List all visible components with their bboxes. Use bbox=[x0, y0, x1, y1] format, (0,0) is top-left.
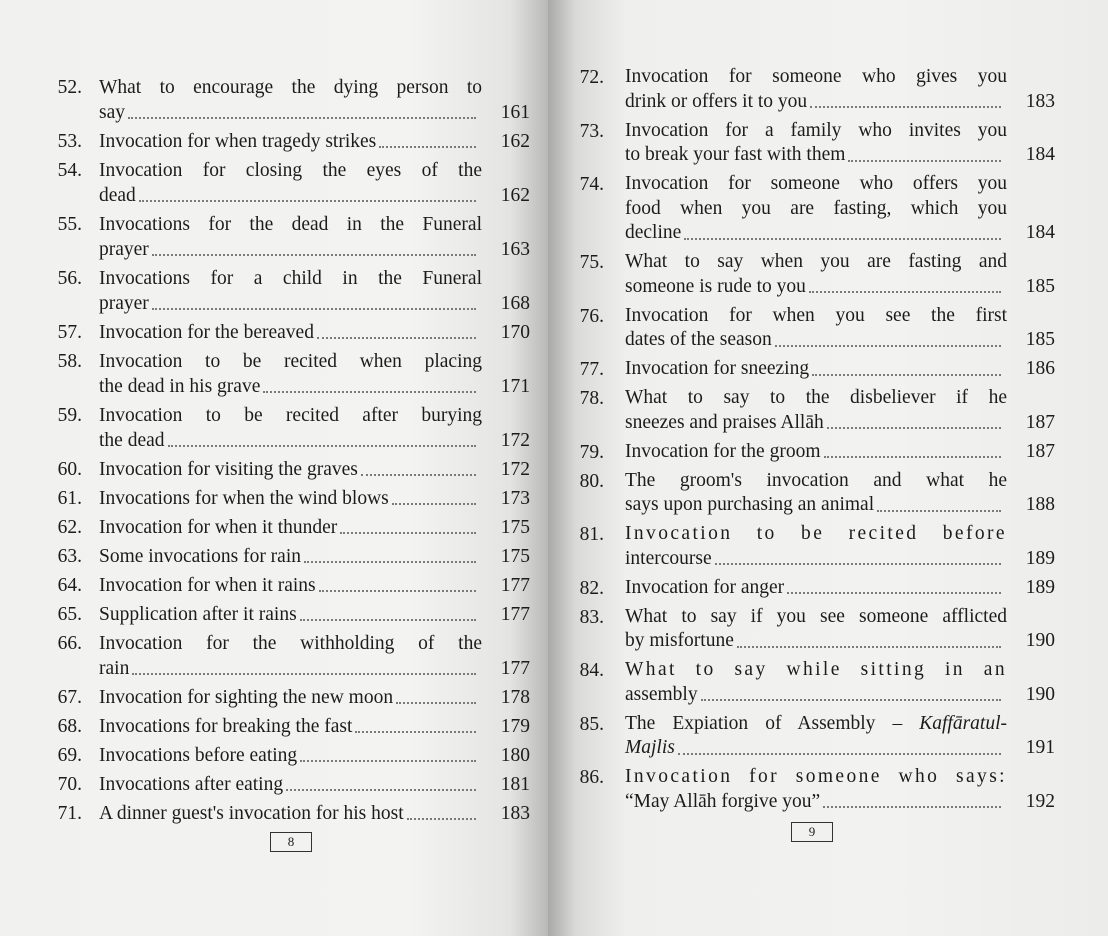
dot-leader bbox=[300, 619, 476, 621]
entry-title-line: food when you are fasting, which you bbox=[625, 197, 1007, 219]
entry-title-line: the dead bbox=[99, 430, 165, 451]
entry-title-line: What to say while sitting in an bbox=[625, 659, 1007, 680]
entry-title-line: Invocations after eating bbox=[99, 774, 284, 795]
entry-page-number: 189 bbox=[1025, 576, 1055, 598]
entry-page-number: 181 bbox=[500, 774, 530, 795]
entry-title-line: the dead in his grave bbox=[99, 376, 261, 397]
entry-title-line: Invocation for sneezing bbox=[625, 358, 810, 379]
entry-title-line: What to say when you are fasting and bbox=[625, 251, 1007, 272]
toc-entry bbox=[48, 602, 530, 627]
dot-leader bbox=[263, 391, 476, 393]
entry-page-number: 191 bbox=[1025, 737, 1055, 758]
toc-entry bbox=[570, 65, 1055, 114]
dot-leader bbox=[319, 590, 476, 592]
entry-page-number: 187 bbox=[1025, 440, 1055, 462]
dot-leader bbox=[701, 699, 1001, 701]
entry-number: 86. bbox=[579, 767, 604, 788]
dot-leader bbox=[128, 117, 476, 119]
entry-title-line: rain bbox=[99, 658, 130, 679]
dot-leader bbox=[396, 702, 476, 704]
entry-title-line: intercourse bbox=[625, 547, 712, 569]
toc-entry bbox=[570, 357, 1055, 382]
entry-title-line: Invocations for the dead in the Funeral bbox=[99, 214, 482, 235]
entry-title-line: Invocations for a child in the Funeral bbox=[99, 268, 482, 289]
entry-number: 84. bbox=[579, 660, 604, 681]
entry-page-number: 184 bbox=[1025, 144, 1055, 165]
toc-entry bbox=[570, 250, 1055, 299]
toc-entry bbox=[48, 212, 530, 262]
entry-page-number: 175 bbox=[500, 517, 530, 538]
entry-title-line: Invocations for when the wind blows bbox=[99, 488, 389, 509]
entry-page-number: 183 bbox=[1025, 90, 1055, 112]
entry-title-line: The groom's invocation and what he bbox=[625, 469, 1007, 491]
entry-number: 70. bbox=[57, 774, 82, 795]
dot-leader bbox=[152, 308, 476, 310]
entry-title-line: to break your fast with them bbox=[625, 144, 846, 165]
dot-leader bbox=[379, 146, 476, 148]
entry-number: 73. bbox=[579, 120, 604, 142]
dot-leader bbox=[775, 345, 1001, 347]
entry-number: 57. bbox=[57, 322, 82, 343]
entry-title-line: Invocation for when you see the first bbox=[625, 304, 1007, 326]
entry-number: 63. bbox=[57, 546, 82, 567]
toc-entry bbox=[48, 158, 530, 208]
entry-title-line: by misfortune bbox=[625, 630, 734, 651]
entry-number: 52. bbox=[57, 77, 82, 98]
entry-number: 85. bbox=[579, 713, 604, 735]
entry-page-number: 187 bbox=[1025, 411, 1055, 433]
entry-number: 59. bbox=[57, 405, 82, 426]
toc-entry bbox=[48, 743, 530, 768]
dot-leader bbox=[810, 106, 1001, 108]
entry-number: 55. bbox=[57, 214, 82, 235]
dot-leader bbox=[340, 532, 476, 534]
dot-leader bbox=[737, 646, 1001, 648]
toc-entry bbox=[48, 544, 530, 569]
entry-page-number: 183 bbox=[500, 803, 530, 824]
entry-number: 75. bbox=[579, 252, 604, 273]
toc-entry bbox=[48, 349, 530, 399]
entry-title-line: Some invocations for rain bbox=[99, 546, 301, 567]
page-number: 8 bbox=[270, 832, 312, 852]
entry-title-line: Supplication after it rains bbox=[99, 604, 297, 625]
entry-page-number: 179 bbox=[500, 716, 530, 737]
dot-leader bbox=[848, 160, 1001, 162]
toc-entry bbox=[48, 486, 530, 511]
entry-number: 66. bbox=[57, 633, 82, 654]
entry-number: 83. bbox=[579, 606, 604, 628]
page-number: 9 bbox=[791, 822, 833, 842]
entry-title-line: assembly bbox=[625, 683, 698, 705]
toc-entry bbox=[48, 685, 530, 710]
toc-entry bbox=[570, 522, 1055, 571]
entry-title-line: sneezes and praises Allāh bbox=[625, 411, 824, 433]
dot-leader bbox=[317, 337, 476, 339]
dot-leader bbox=[827, 427, 1001, 429]
entry-page-number: 186 bbox=[1025, 358, 1055, 379]
toc-entry bbox=[570, 172, 1055, 246]
entry-number: 53. bbox=[57, 131, 82, 152]
entry-number: 77. bbox=[579, 359, 604, 380]
entry-page-number: 189 bbox=[1025, 547, 1055, 569]
entry-page-number: 177 bbox=[500, 575, 530, 596]
entry-page-number: 162 bbox=[500, 131, 530, 152]
entry-page-number: 171 bbox=[500, 376, 530, 397]
entry-number: 61. bbox=[57, 488, 82, 509]
dot-leader bbox=[392, 503, 476, 505]
entry-page-number: 161 bbox=[500, 102, 530, 123]
entry-page-number: 177 bbox=[500, 658, 530, 679]
entry-title-line: Invocation for visiting the graves bbox=[99, 459, 358, 480]
entry-title-line: prayer bbox=[99, 293, 149, 314]
dot-leader bbox=[809, 291, 1001, 293]
dot-leader bbox=[877, 510, 1001, 512]
entry-title-line: “May Allāh forgive you” bbox=[625, 790, 821, 812]
entry-number: 80. bbox=[579, 470, 604, 492]
entry-number: 78. bbox=[579, 388, 604, 409]
entry-page-number: 184 bbox=[1025, 222, 1055, 243]
entry-title-line: The Expiation of Assembly – Kaffāratul- bbox=[625, 712, 1007, 734]
entry-number: 62. bbox=[57, 517, 82, 538]
toc-entry bbox=[48, 515, 530, 540]
entry-number: 81. bbox=[579, 524, 604, 545]
entry-title-line: Invocation to be recited before bbox=[625, 523, 1007, 544]
entry-page-number: 178 bbox=[500, 687, 530, 708]
dot-leader bbox=[812, 374, 1001, 376]
toc-entry bbox=[570, 469, 1055, 518]
toc-entry bbox=[570, 440, 1055, 465]
dot-leader bbox=[300, 760, 476, 762]
dot-leader bbox=[139, 200, 476, 202]
entry-title-line: decline bbox=[625, 222, 682, 243]
entry-number: 68. bbox=[57, 716, 82, 737]
toc-entry bbox=[48, 631, 530, 681]
entry-number: 71. bbox=[57, 803, 82, 824]
toc-entry bbox=[570, 765, 1055, 814]
entry-title-line: Invocation for anger bbox=[625, 576, 785, 598]
entry-title-line: say bbox=[99, 102, 125, 123]
dot-leader bbox=[168, 445, 476, 447]
toc-entry bbox=[48, 772, 530, 797]
toc-entry bbox=[48, 801, 530, 826]
entry-title-line: What to encourage the dying person to bbox=[99, 77, 482, 98]
toc-entry bbox=[570, 605, 1055, 654]
entry-title-line: Invocation for the withholding of the bbox=[99, 633, 482, 654]
dot-leader bbox=[361, 474, 476, 476]
entry-title-line: Invocation for when it thunder bbox=[99, 517, 338, 538]
dot-leader bbox=[684, 238, 1001, 240]
entry-number: 67. bbox=[57, 687, 82, 708]
entry-number: 82. bbox=[579, 577, 604, 599]
entry-title-line: dead bbox=[99, 185, 136, 206]
toc-entry bbox=[570, 712, 1055, 761]
entry-title-line: Invocation to be recited after burying bbox=[99, 405, 482, 426]
entry-page-number: 185 bbox=[1025, 275, 1055, 297]
entry-title-line: Invocation for sighting the new moon bbox=[99, 687, 394, 708]
toc-entry bbox=[570, 658, 1055, 707]
entry-page-number: 172 bbox=[500, 430, 530, 451]
toc-entry bbox=[570, 119, 1055, 168]
entry-title-line: Invocation for someone who offers you bbox=[625, 173, 1007, 194]
entry-title-line: drink or offers it to you bbox=[625, 90, 808, 112]
toc-entry bbox=[48, 573, 530, 598]
entry-page-number: 180 bbox=[500, 745, 530, 766]
entry-page-number: 188 bbox=[1025, 494, 1055, 515]
dot-leader bbox=[407, 818, 476, 820]
entry-page-number: 190 bbox=[1025, 630, 1055, 651]
entry-page-number: 175 bbox=[500, 546, 530, 567]
entry-title-line: A dinner guest's invocation for his host bbox=[99, 803, 404, 824]
right-page bbox=[548, 0, 1108, 936]
dot-leader bbox=[823, 806, 1001, 808]
entry-page-number: 162 bbox=[500, 185, 530, 206]
entry-page-number: 170 bbox=[500, 322, 530, 343]
toc-entry bbox=[48, 75, 530, 125]
entry-title-line: What to say to the disbeliever if he bbox=[625, 387, 1007, 408]
dot-leader bbox=[355, 731, 476, 733]
entry-page-number: 185 bbox=[1025, 329, 1055, 350]
entry-number: 79. bbox=[579, 441, 604, 463]
toc-entry bbox=[48, 714, 530, 739]
entry-title-line: Majlis bbox=[625, 737, 675, 758]
entry-title-line: dates of the season bbox=[625, 329, 772, 350]
toc-entry bbox=[570, 304, 1055, 353]
toc-entry bbox=[48, 320, 530, 345]
entry-page-number: 168 bbox=[500, 293, 530, 314]
entry-page-number: 190 bbox=[1025, 683, 1055, 705]
entry-number: 76. bbox=[579, 305, 604, 327]
entry-title-line: Invocation for a family who invites you bbox=[625, 119, 1007, 141]
toc-entry bbox=[48, 457, 530, 482]
entry-number: 56. bbox=[57, 268, 82, 289]
entry-title-line: Invocations for breaking the fast bbox=[99, 716, 353, 737]
toc-entry bbox=[48, 129, 530, 154]
entry-title-line: Invocations before eating bbox=[99, 745, 298, 766]
dot-leader bbox=[286, 789, 476, 791]
toc-entry bbox=[48, 403, 530, 453]
entry-page-number: 172 bbox=[500, 459, 530, 480]
dot-leader bbox=[132, 673, 476, 675]
dot-leader bbox=[152, 254, 476, 256]
entry-number: 72. bbox=[579, 67, 604, 88]
dot-leader bbox=[787, 592, 1001, 594]
entry-title-line: Invocation for someone who gives you bbox=[625, 66, 1007, 87]
entry-number: 64. bbox=[57, 575, 82, 596]
entry-title-line: Invocation to be recited when placing bbox=[99, 351, 482, 372]
entry-title-line: prayer bbox=[99, 239, 149, 260]
entry-title-line: Invocation for the groom bbox=[625, 440, 821, 462]
entry-title-line: Invocation for the bereaved bbox=[99, 322, 314, 343]
entry-number: 65. bbox=[57, 604, 82, 625]
entry-number: 74. bbox=[579, 174, 604, 195]
toc-entry bbox=[48, 266, 530, 316]
entry-page-number: 177 bbox=[500, 604, 530, 625]
entry-page-number: 192 bbox=[1025, 790, 1055, 812]
entry-title-line: Invocation for when tragedy strikes bbox=[99, 131, 377, 152]
entry-title-line: says upon purchasing an animal bbox=[625, 494, 875, 515]
entry-title-line: What to say if you see someone afflicted bbox=[625, 605, 1007, 627]
entry-page-number: 173 bbox=[500, 488, 530, 509]
left-page bbox=[0, 0, 548, 936]
entry-title-line: Invocation for someone who says: bbox=[625, 766, 1007, 787]
toc-entry bbox=[570, 386, 1055, 435]
entry-number: 54. bbox=[57, 160, 82, 181]
entry-number: 60. bbox=[57, 459, 82, 480]
dot-leader bbox=[304, 561, 476, 563]
entry-number: 69. bbox=[57, 745, 82, 766]
toc-entry bbox=[570, 576, 1055, 601]
entry-title-line: someone is rude to you bbox=[625, 275, 806, 297]
dot-leader bbox=[824, 456, 1002, 458]
entry-title-line: Invocation for when it rains bbox=[99, 575, 316, 596]
dot-leader bbox=[678, 753, 1001, 755]
entry-page-number: 163 bbox=[500, 239, 530, 260]
dot-leader bbox=[715, 563, 1001, 565]
entry-number: 58. bbox=[57, 351, 82, 372]
entry-title-line: Invocation for closing the eyes of the bbox=[99, 160, 482, 181]
